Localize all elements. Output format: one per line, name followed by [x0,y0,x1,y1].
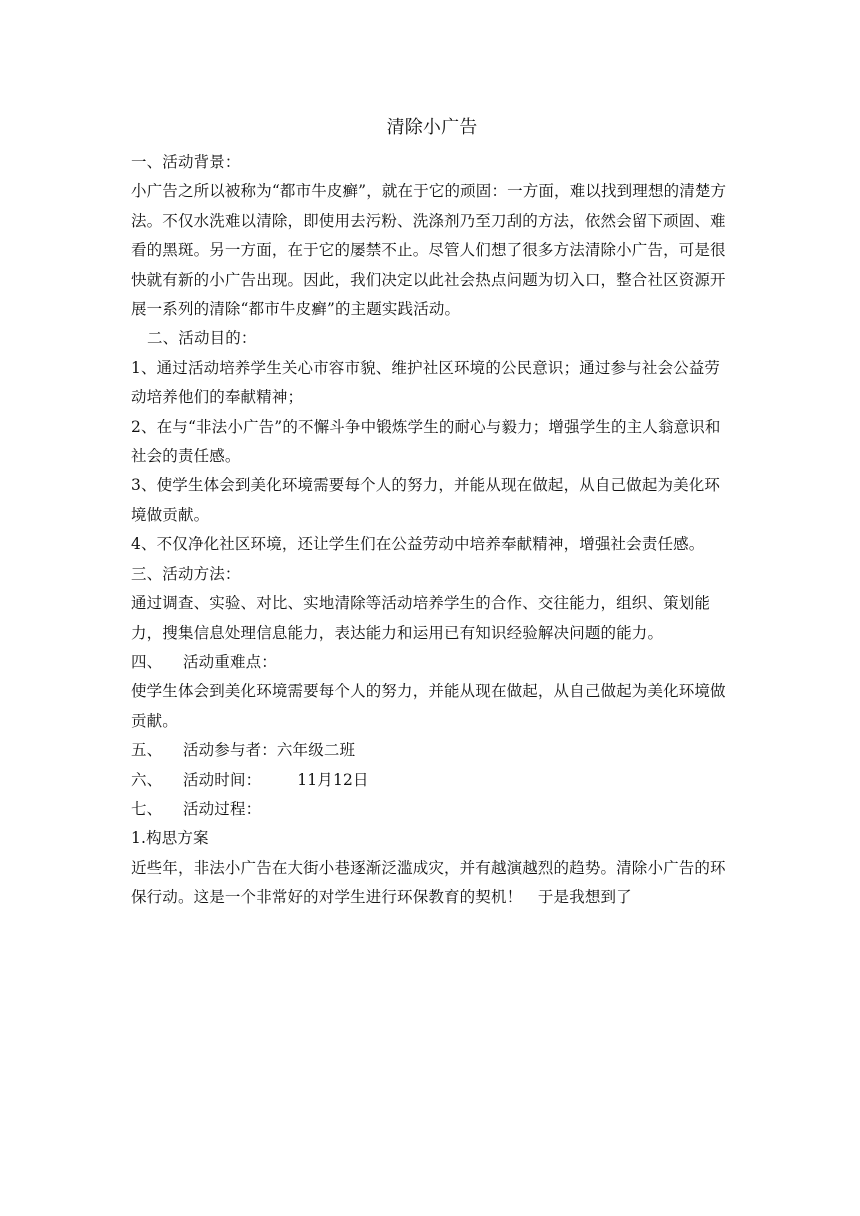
purpose-item-4: 4、不仅净化社区环境，还让学生们在公益劳动中培养奉献精神，增强社会责任感。 [131,535,705,554]
activity-date: 11月12日 [297,770,369,789]
purpose-item-2: 2、在与“非法小广告”的不懈斗争中锻炼学生的耐心与毅力；增强学生的主人翁意识和社会的责任感。 [131,417,721,466]
section-number: 七、 [131,799,163,818]
paragraph-background: 小广告之所以被称为“都市牛皮癣”，就在于它的顽固：一方面，难以找到理想的清楚方法。不仅水洗难以清除，即使用去污粉、洗涤剂乃至刀刮的方法，依然会留下顽固、难看的黑斑。另一方面，在于它的屡禁不止。尽管人们想了很多方法清除小广告，可是很快就有新的小广告出现。因此，我们决定以此社会热点问题为切入口，整合社区资源开展一系列的清除“都市牛皮癣”的主题实践活动。 [131,182,727,319]
section-heading-time [131,766,733,795]
section-heading-text: 活动时间： [183,770,262,789]
section-heading-participants [131,736,733,765]
document-title: 清除小广告 [386,117,478,138]
section-heading-method: 三、活动方法： [131,564,241,583]
section-number: 五、 [131,741,163,760]
section-heading-background: 一、活动背景： [131,153,241,171]
paragraph-key-points: 使学生体会到美化环境需要每个人的努力，并能从现在做起，从自己做起为美化环境做贡献。 [131,682,726,730]
purpose-item-3: 3、使学生体会到美化环境需要每个人的努力，并能从现在做起，从自己做起为美化环境做贡献。 [131,476,721,524]
purpose-item-1: 1、通过活动培养学生关心市容市貌、维护社区环境的公民意识；通过参与社会公益劳动培养他们的奉献精神； [131,358,721,407]
section-heading-text: 活动重难点： [183,652,277,671]
section-number: 六、 [131,770,163,789]
section-heading-process [131,795,733,824]
section-heading-text: 活动过程： [183,799,262,818]
paragraph-method: 通过调查、实验、对比、实地清除等活动培养学生的合作、交往能力，组织、策划能力，搜集信息处理信息能力，表达能力和运用已有知识经验解决问题的能力。 [131,594,711,642]
document-body [131,112,733,913]
paragraph-plan: 近些年，非法小广告在大街小巷逐渐泛滥成灾，并有越演越烈的趋势。清除小广告的环保行动。这是一个非常好的对学生进行环保教育的契机！ 于是我想到了 [131,858,726,907]
subheading-plan: 1.构思方案 [131,829,209,848]
section-heading-key-points [131,648,733,677]
section-heading-purpose: 二、活动目的： [147,329,257,348]
section-heading-text: 活动参与者：六年级二班 [183,741,356,760]
section-number: 四、 [131,652,163,671]
